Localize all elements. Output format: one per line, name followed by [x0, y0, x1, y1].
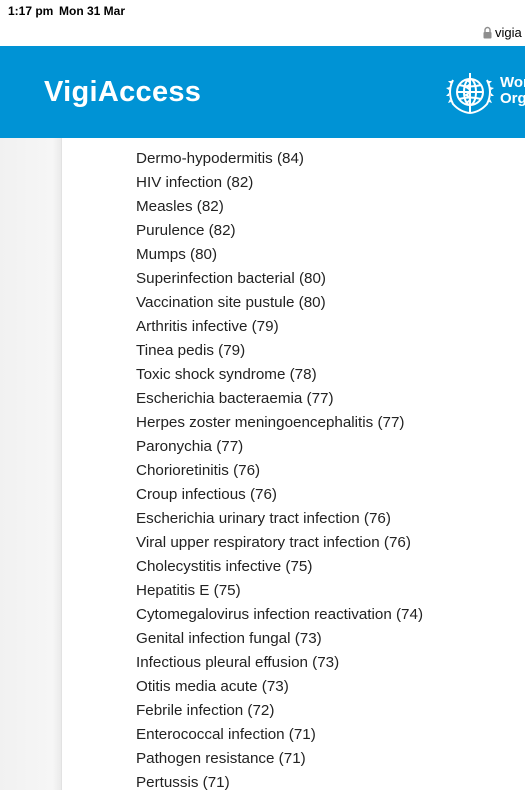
list-item[interactable]: Escherichia bacteraemia (77) [136, 390, 334, 407]
list-item[interactable]: Chorioretinitis (76) [136, 462, 261, 479]
org-name-line1: Wor [500, 74, 529, 91]
status-time: 1:17 pm [8, 4, 54, 18]
list-item[interactable]: Croup infectious (76) [136, 486, 277, 503]
list-item[interactable]: Febrile infection (72) [136, 702, 275, 719]
list-item[interactable]: Pathogen resistance (71) [136, 750, 306, 767]
list-item[interactable]: Vaccination site pustule (80) [136, 294, 326, 311]
brand-logo[interactable]: VigiAccess [44, 76, 202, 108]
list-item[interactable]: Genital infection fungal (73) [136, 630, 322, 647]
list-item[interactable]: Mumps (80) [136, 246, 218, 263]
reaction-panel [0, 138, 525, 790]
status-bar [0, 0, 525, 22]
list-item[interactable]: Superinfection bacterial (80) [136, 270, 326, 287]
list-item[interactable]: Herpes zoster meningoencephalitis (77) [136, 414, 405, 431]
side-panel-edge [0, 138, 62, 790]
org-name-line2: Org [500, 90, 527, 107]
list-item[interactable]: Enterococcal infection (71) [136, 726, 316, 743]
url-bar[interactable] [0, 22, 525, 46]
list-item[interactable]: Cholecystitis infective (75) [136, 558, 313, 575]
url-text[interactable]: vigia [495, 25, 522, 40]
list-item[interactable]: Infectious pleural effusion (73) [136, 654, 340, 671]
org-name [500, 75, 529, 107]
list-item[interactable]: Viral upper respiratory tract infection (76) [136, 534, 411, 551]
list-item[interactable]: Cytomegalovirus infection reactivation (74) [136, 606, 424, 623]
list-item[interactable]: Otitis media acute (73) [136, 678, 289, 695]
list-item[interactable]: Escherichia urinary tract infection (76) [136, 510, 391, 527]
lock-icon [483, 26, 492, 39]
list-item[interactable]: Hepatitis E (75) [136, 582, 241, 599]
status-date: Mon 31 Mar [59, 4, 126, 18]
list-item[interactable]: Pertussis (71) [136, 774, 230, 791]
list-item[interactable]: Purulence (82) [136, 222, 236, 239]
list-item[interactable]: HIV infection (82) [136, 174, 254, 191]
list-item-partial [136, 123, 423, 147]
list-item[interactable]: Dermo-hypodermitis (84) [136, 150, 304, 167]
who-emblem-icon [444, 68, 496, 116]
list-item[interactable]: Measles (82) [136, 198, 224, 215]
list-item[interactable]: Paronychia (77) [136, 438, 244, 455]
list-item[interactable]: Arthritis infective (79) [136, 318, 279, 335]
list-item[interactable]: Toxic shock syndrome (78) [136, 366, 317, 383]
list-item[interactable]: Tinea pedis (79) [136, 342, 246, 359]
reaction-list [136, 123, 423, 795]
